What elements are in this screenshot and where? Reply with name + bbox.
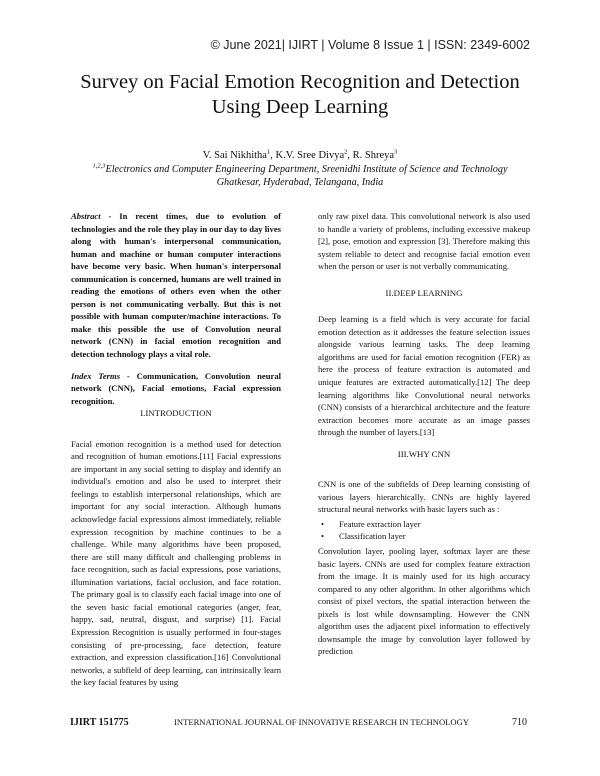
author-list [60, 150, 540, 161]
author-2-sup: 2 [344, 148, 348, 156]
left-column [71, 210, 281, 689]
paper-title [60, 70, 540, 120]
journal-header: © June 2021| IJIRT | Volume 8 Issue 1 | ISSN: 2349-6002 [210, 38, 530, 52]
bullet-item: • Feature extraction layer [318, 518, 530, 531]
introduction-paragraph: Facial emotion recognition is a method used for detection and recognition of human emotions.[11] Facial expressions are important in any social setting to display and identify an individual's emotion and also be used to interpret their feelings to establish interpersonal relationships, which are important for any social interaction. Although humans acknowledge facial expressions almost immediately, reliable expression recognition by machine continues to be a challenge. While many algorithms have been proposed, there are still many difficult and challenging problems in face recognition, such as facial expressions, pose variations, illumination variations, facial occlusion, and face rotation. The primary goal is to classify each facial image into one of the seven basic facial emotional categories (anger, fear, happy, sad, neutral, disgust, and surprise) [1]. Facial Expression Recognition is usually performed in four-stages consisting of pre-processing, face detection, feature extraction, and expression classification.[16] Convolutional networks, a subfield of deep learning, can intrinsically learn the key facial features by using [71, 438, 281, 688]
introduction-continued-paragraph: only raw pixel data. This convolutional network is also used to handle a variety of problems, including excessive makeup [2], pose, emotion and expression [3]. Therefore making this system reliable to detect and recognise facial emotion even when the person or user is not verbally communicating. [318, 211, 530, 272]
abstract [71, 210, 281, 361]
footer-journal-name: INTERNATIONAL JOURNAL OF INNOVATIVE RESEARCH IN TECHNOLOGY [174, 717, 470, 727]
deep-learning-paragraph: Deep learning is a field which is very accurate for facial emotion detection as it addresses the feature selection issues alongside various learning tasks. The deep learning algorithms are used for facial emotion recognition (FER) as here the process of feature extraction is automated and unique features are extracted automatically.[12] The deep learning algorithms like Convolutional neural networks (CNN) consists of a hierarchical architecture and the feature extraction becomes more accurate as an image passes through the number of layers.[13] [318, 314, 530, 438]
author-1: V. Sai Nikhitha [202, 150, 267, 161]
paper-title-line-2: Using Deep Learning [211, 96, 389, 118]
abstract-text: - In recent times, due to evolution of technologies and the role they play in our day to day lives along with human's interpersonal communication, human and machine or human computer interactions have become very basic. When human's interpersonal communication is concerned, humans are well trained in reading the emotions of others even when the other person is not communicating verbally. But this is not possible with human computer/machine interactions. To make this possible the use of Convolution neural network (CNN) in facial emotion recognition and detection technology plays a vital role. [71, 211, 281, 360]
affiliation-line-1: $^{1,2,3}$Electronics and Computer Engineering Department, Sreenidhi Institute of Science and Technology [92, 162, 508, 175]
section-heading-deep-learning: II.DEEP LEARNING [385, 287, 463, 298]
bullet-item: • Classification layer [318, 530, 530, 543]
section-heading-introduction: I.INTRODUCTION [140, 408, 212, 419]
author-3-sup: 3 [394, 148, 398, 156]
why-cnn-paragraph: CNN is one of the subfields of Deep learning consisting of various layers hierarchically. CNNs are highly layered structural neural networks with basic layers such as : [318, 479, 530, 515]
section-heading-why-cnn: III.WHY CNN [397, 448, 451, 459]
abstract-label: Abstract [71, 211, 101, 221]
index-terms-text: - Communication, Convolution neural network (CNN), Facial emotions, Facial expression recognition. [71, 370, 281, 406]
index-terms-label: Index Terms [71, 370, 121, 381]
footer-paper-id: IJIRT 151775 [70, 717, 129, 728]
index-terms [71, 370, 281, 408]
affiliation-sup: 1,2,3 [92, 162, 106, 170]
layer-bullet-list [318, 518, 530, 543]
affiliation-line-2: Ghatkesar, Hyderabad, Telangana, India [216, 177, 384, 188]
author-2: , K.V. Sree Divya [270, 150, 345, 161]
right-column [318, 210, 530, 658]
author-1-sup: 1 [266, 148, 271, 156]
why-cnn-paragraph-2: Convolution layer, pooling layer, softmax layer are these basic layers. CNNs are used for complex feature extraction from the image. It is mainly used for its high accuracy compared to any other algorithm. In other algorithms which consist of pixel vectors, the spatial interaction between the pixels is lost while downsampling. However the CNN algorithm uses the adjacent pixel information to effectively downsample the image by convolution layer followed by prediction [318, 546, 530, 657]
paper-title-line-1: Survey on Facial Emotion Recognition and Detection [80, 71, 520, 93]
author-3: , R. Shreya [347, 150, 395, 161]
page-number: 710 [512, 717, 527, 728]
affiliation [75, 163, 525, 189]
